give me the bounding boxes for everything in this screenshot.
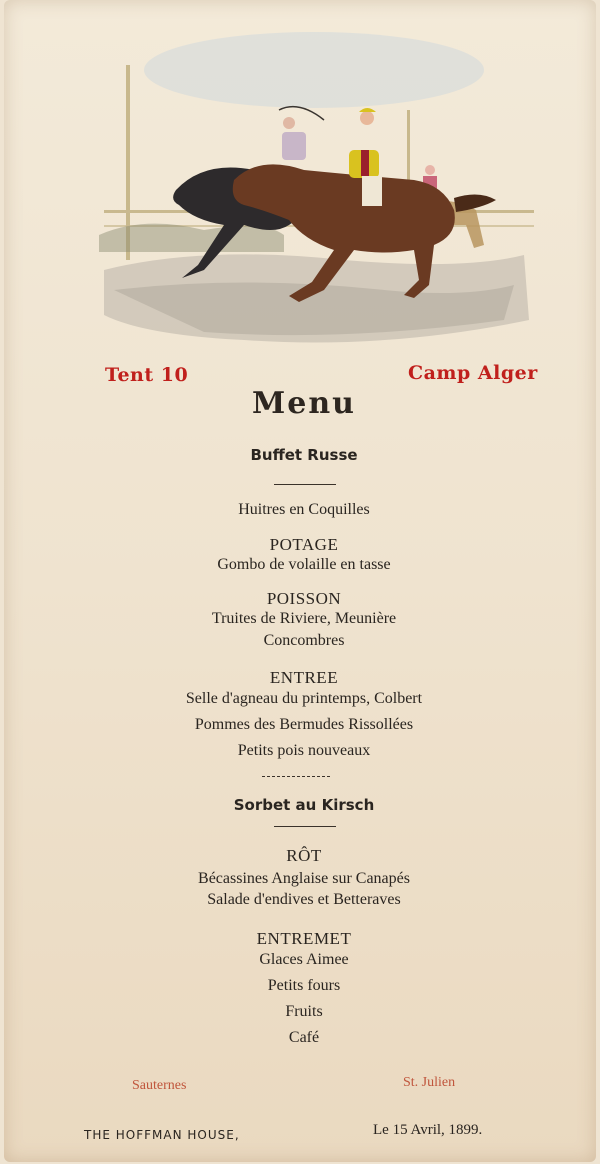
sorbet-line: Sorbet au Kirsch [233, 796, 375, 814]
entree-item: Selle d'agneau du printemps, Colbert [185, 690, 423, 707]
dashed-divider [262, 776, 330, 777]
entremet-item: Glaces Aimee [259, 951, 349, 968]
entremet-item: Fruits [285, 1003, 323, 1020]
entree-heading: ENTREE [269, 668, 339, 687]
entremet-item: Petits fours [267, 977, 341, 994]
wine-right: St. Julien [403, 1075, 456, 1090]
date-label: Le 15 Avril, 1899. [373, 1122, 483, 1138]
divider [274, 826, 336, 827]
divider [274, 484, 336, 485]
entremet-item: Café [288, 1029, 320, 1046]
buffet-line: Buffet Russe [250, 446, 358, 464]
poisson-heading: POISSON [266, 589, 342, 608]
menu-card [4, 0, 596, 1162]
rot-item: Bécassines Anglaise sur Canapés [198, 870, 410, 887]
horse-race-illustration [84, 20, 544, 350]
wine-left: Sauternes [132, 1078, 187, 1093]
poisson-item: Truites de Riviere, Meunière [211, 610, 397, 627]
oysters-line: Huitres en Coquilles [238, 501, 370, 518]
rot-item: Salade d'endives et Betteraves [207, 891, 401, 908]
menu-title: Menu [252, 386, 356, 421]
rot-heading: RÔT [286, 846, 322, 865]
entree-item: Pommes des Bermudes Rissollées [194, 716, 414, 733]
entremet-heading: ENTREMET [256, 929, 352, 948]
entree-item: Petits pois nouveaux [237, 742, 371, 759]
tent-label: Tent 10 [105, 364, 189, 386]
venue-label: THE HOFFMAN HOUSE, [84, 1128, 240, 1142]
poisson-item: Concombres [263, 632, 345, 649]
camp-label: Camp Alger [408, 362, 538, 384]
potage-heading: POTAGE [269, 535, 339, 554]
potage-item: Gombo de volaille en tasse [217, 556, 391, 573]
